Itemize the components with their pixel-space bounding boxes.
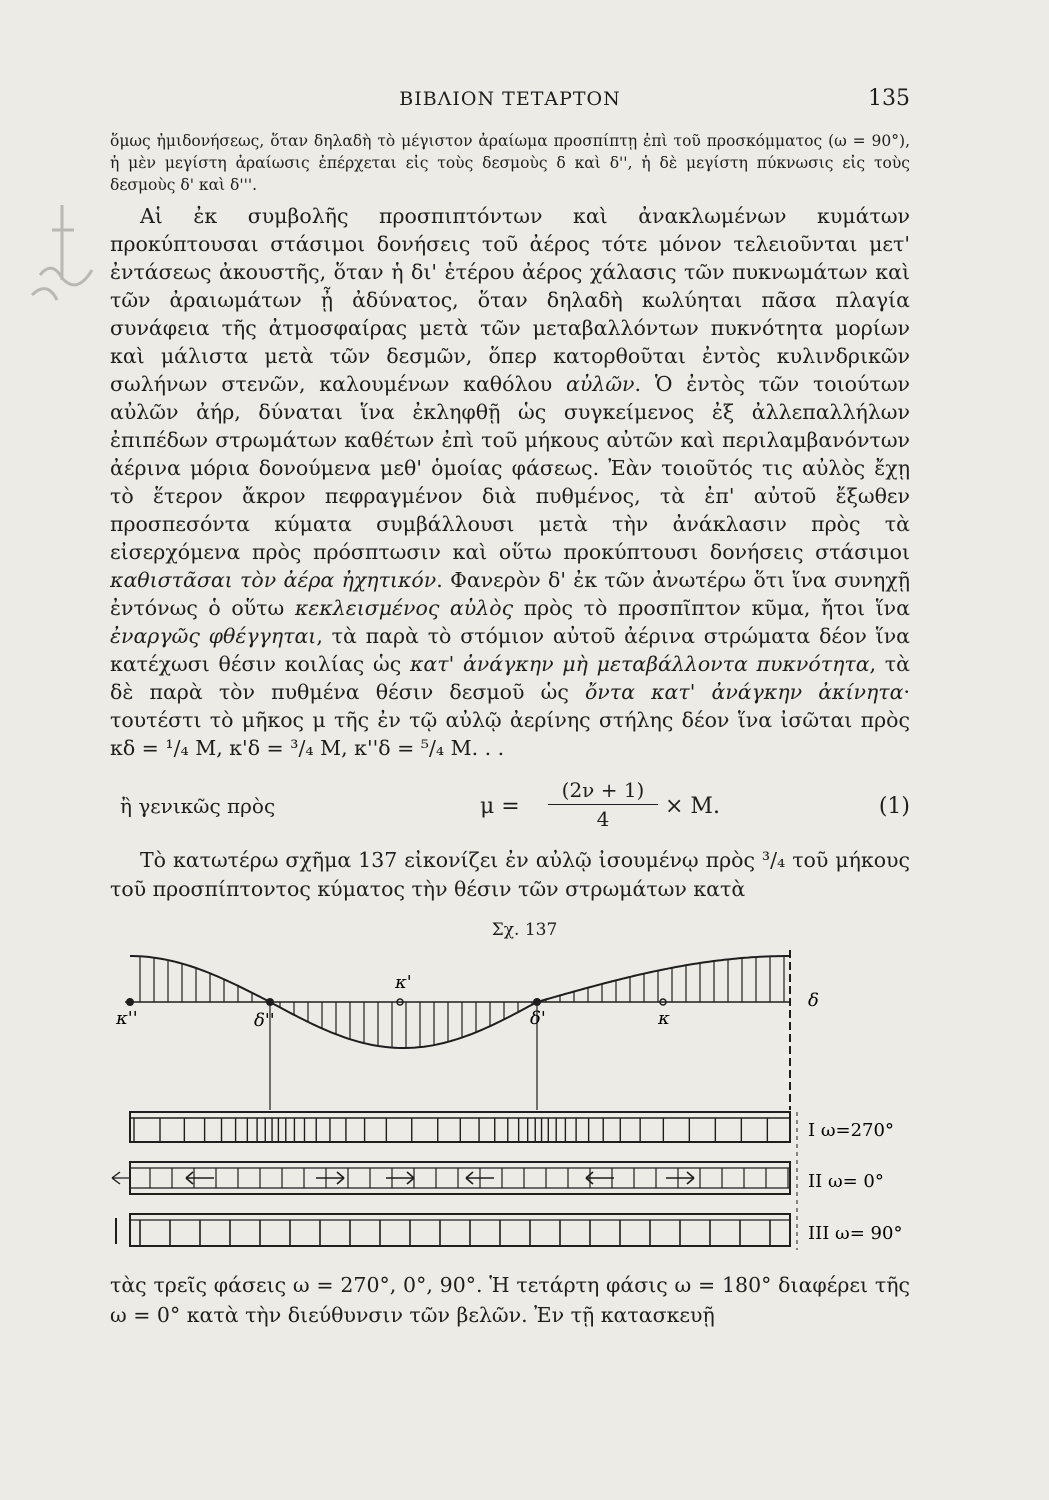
text-run: . Ὁ ἐντὸς τῶν τοιούτων αὐλῶν ἀήρ, δύναται ἵνα ἐκληφθῇ ὡς συγκείμενος ἐξ ἀλλεπαλλήλων ἐπιπέδων στρωμάτων καθέτων ἐπὶ τοῦ μήκους αὐτῶν καὶ περιλαμβανόντων ἀέρινα μόρια δονούμενα μεθ' ὁμοίας φάσεως. Ἐὰν τοιοῦτός τις αὐλὸς ἔχῃ τὸ ἕτερον ἄκρον πεφραγμένον διὰ πυθμένος, τὰ ἐπ' αὐτοῦ ἔξωθεν προσπεσόντα κύματα συμβάλλουσι μετὰ τὴν ἀνάκλασιν πρὸς τὰ εἰσερχόμενα πρὸς πρόσπτωσιν καὶ οὕτω προκύπτουσι δονήσεις στάσιμοι — [110, 372, 910, 564]
text-run: πρὸς τὸ προσπῖπτον κῦμα, ἤτοι ἵνα — [513, 596, 910, 620]
figure-intro-paragraph: Τὸ κατωτέρω σχῆμα 137 εἰκονίζει ἐν αὐλῷ ἰσουμένῳ πρὸς ³/₄ τοῦ μήκους τοῦ προσπίπτοντος κύματος τὴν θέσιν τῶν στρωμάτων κατὰ — [110, 848, 910, 901]
italic-term: ἐναργῶς φθέγγηται — [110, 624, 317, 648]
formula-prefix: ἢ γενικῶς πρὸς — [120, 794, 276, 818]
text-run: . Φανερὸν δ' ἐκ τῶν ἀνωτέρω ὅτι ἵνα συνηχῇ ἐντόνως ὁ οὕτω — [110, 568, 910, 620]
formula-tail: × Μ. — [665, 794, 720, 819]
italic-term: κατ' ἀνάγκην μὴ μεταβάλλοντα πυκνότητα — [409, 652, 870, 676]
main-paragraph — [110, 202, 910, 762]
phase-label-I: I ω=270° — [808, 1120, 894, 1141]
standing-wave-figure — [100, 940, 940, 1260]
running-title: ΒΙΒΛΙΟΝ ΤΕΤΑΡΤΟΝ — [399, 88, 621, 110]
italic-term: καθιστᾶσαι τὸν ἀέρα ἠχητικόν — [110, 568, 437, 592]
label-k: κ — [658, 1008, 670, 1029]
tube-strip-III — [116, 1214, 790, 1246]
label-d1: δ' — [530, 1008, 546, 1029]
label-d2: δ'' — [254, 1010, 275, 1031]
figure-caption: Σχ. 137 — [491, 920, 558, 940]
running-head — [110, 88, 910, 118]
phase-label-III: III ω= 90° — [808, 1223, 903, 1244]
label-k1: κ' — [395, 972, 412, 993]
text-run: , τὰ δὲ παρὰ τὸν πυθμένα θέσιν δεσμοῦ ὡς — [110, 652, 910, 704]
motion-arrow — [586, 1172, 614, 1184]
text-run: Αἱ ἐκ συμβολῆς προσπιπτόντων καὶ ἀνακλωμένων κυμάτων προκύπτουσαι στάσιμοι δονήσεις τοῦ ἀέρος τότε μόνον τελειοῦνται μετ' ἐντάσεως ἀκουστῆς, ὅταν ἡ δι' ἑτέρου ἀέρος χάλασις τῶν πυκνωμάτων καὶ τῶν ἀραιωμάτων ᾖ ἀδύνατος, ὅταν δηλαδὴ κωλύηται πᾶσα πλαγία συνάφεια τῆς ἀτμοσφαίρας μετὰ τῶν μεταβαλλόντων πυκνότητα μορίων καὶ μάλιστα μετὰ τῶν δεσμῶν, ὅπερ κατορθοῦται ἐντὸς κυλινδρικῶν σωλήνων στενῶν, καλουμένων καθόλου — [110, 204, 910, 396]
formula-lhs: μ = — [480, 794, 520, 819]
italic-term: κεκλεισμένος αὐλὸς — [294, 596, 514, 620]
italic-term: ὄντα κατ' ἀνάγκην ἀκίνητα — [584, 680, 904, 704]
motion-arrow — [186, 1172, 214, 1184]
small-paragraph: ὅμως ἠμιδονήσεως, ὅταν δηλαδὴ τὸ μέγιστον ἀραίωμα προσπίπτῃ ἐπὶ τοῦ προσκόμματος (ω = 90°), ἡ μὲν μεγίστη ἀραίωσις ἐπέρχεται εἰς τοὺς δεσμοὺς δ καὶ δ'', ἡ δὲ μεγίστη πύκνωσις εἰς τοὺς δεσμοὺς δ' καὶ δ'''. — [110, 132, 910, 194]
formula-equation — [110, 778, 910, 838]
text-run: , τὰ παρὰ τὸ στόμιον αὐτοῦ ἀέρινα στρώματα δέον ἵνα κατέχωσι θέσιν κοιλίας ὡς — [110, 624, 911, 676]
page-number: 135 — [868, 86, 910, 111]
formula-denominator: 4 — [596, 807, 610, 831]
motion-arrow — [386, 1172, 414, 1184]
phase-label-II: II ω= 0° — [808, 1171, 884, 1192]
motion-arrow — [316, 1172, 344, 1184]
text-run: · τουτέστι τὸ μῆκος μ τῆς ἐν τῷ αὐλῷ ἀερίνης στήλης δέον ἵνα ἰσῶται πρὸς κδ = ¹/₄ Μ, κ'δ = ³/₄ Μ, κ''δ = ⁵/₄ Μ. . . — [110, 680, 910, 760]
motion-arrow — [666, 1172, 694, 1184]
point-k2 — [126, 998, 134, 1006]
formula-fraction — [548, 778, 658, 831]
margin-handwriting — [22, 200, 102, 310]
label-k2: κ'' — [116, 1008, 138, 1029]
italic-term: αὐλῶν — [566, 372, 635, 396]
equation-number: (1) — [878, 794, 910, 819]
label-d: δ — [808, 990, 819, 1011]
tube-strip-II — [112, 1162, 790, 1194]
final-paragraph: τὰς τρεῖς φάσεις ω = 270°, 0°, 90°. Ἡ τετάρτη φάσις ω = 180° διαφέρει τῆς ω = 0° κατὰ τὴν διεύθυνσιν τῶν βελῶν. Ἐν τῇ κατασκευῇ — [110, 1273, 910, 1327]
formula-numerator: (2ν + 1) — [548, 778, 658, 805]
tube-strip-I — [130, 1112, 790, 1142]
